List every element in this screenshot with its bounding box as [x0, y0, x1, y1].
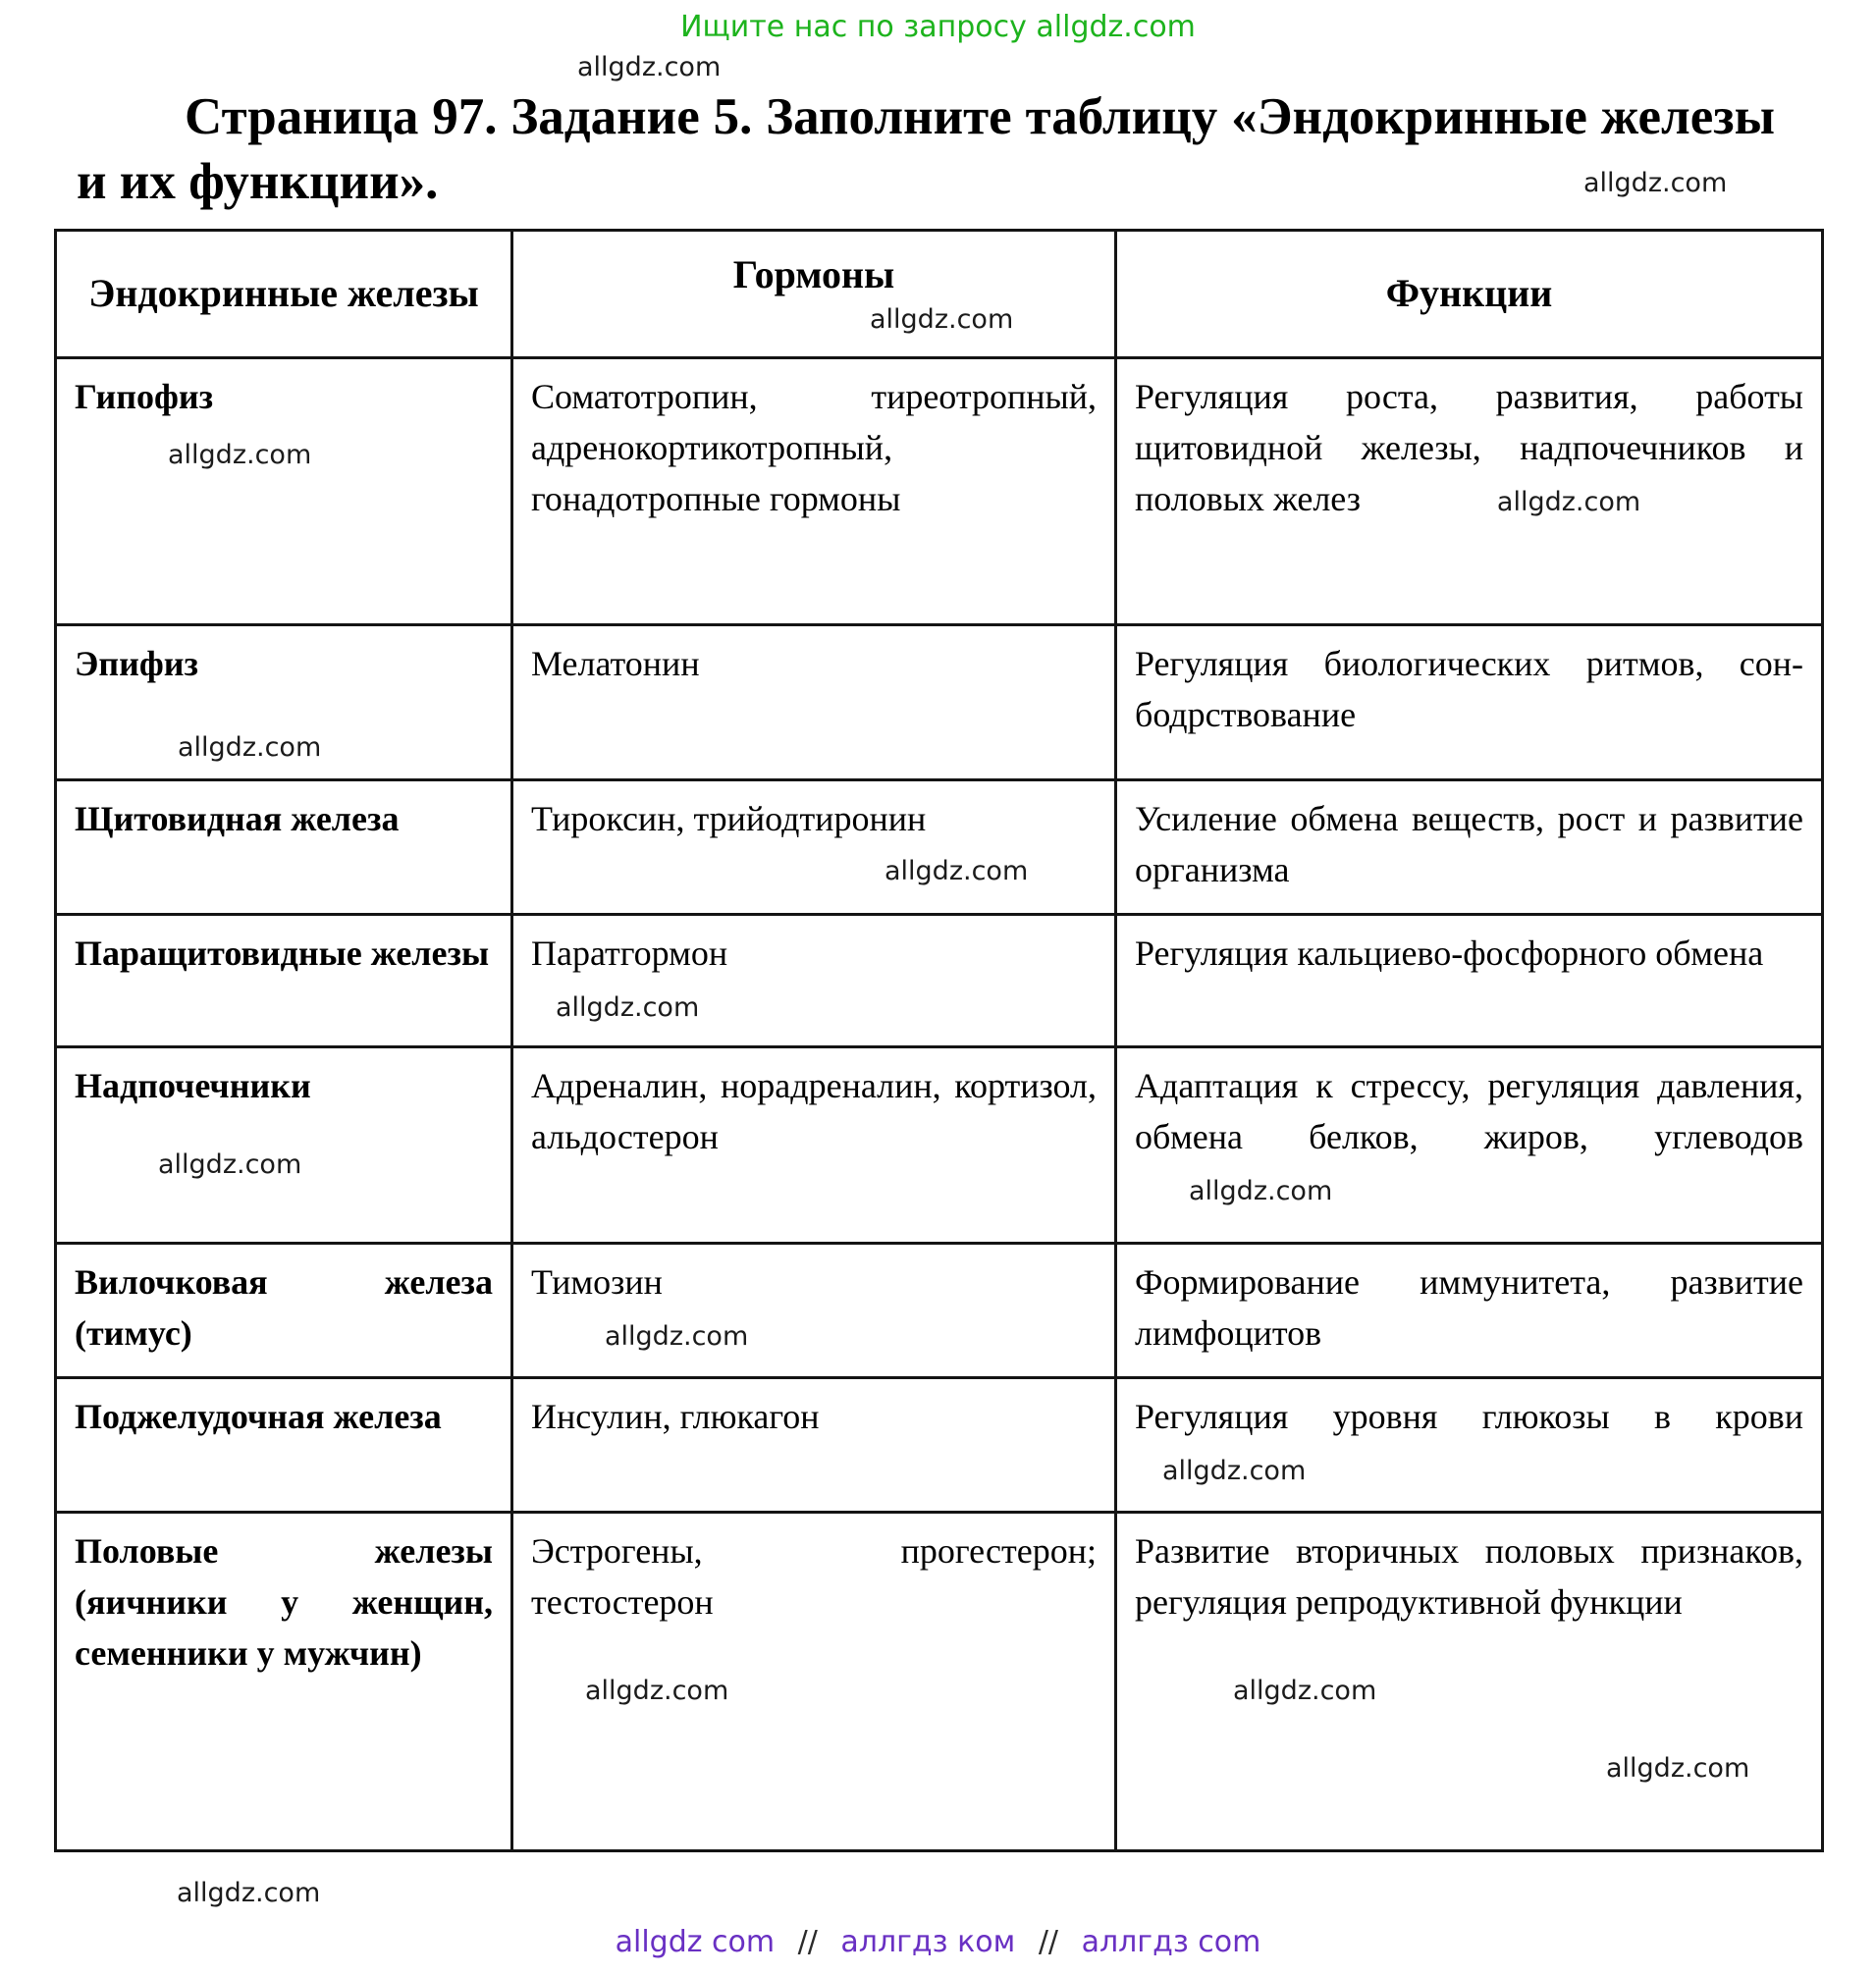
- watermark: allgdz.com: [1233, 1676, 1377, 1707]
- watermark: allgdz.com: [585, 1676, 729, 1707]
- footer-link[interactable]: allgdz com: [615, 1925, 776, 1959]
- table-row: [56, 779, 1823, 914]
- functions-text: Регуляция роста, развития, работы щитовидной железы, надпочечников и половых желез: [1135, 376, 1803, 518]
- gland-name: Надпочечники: [75, 1065, 311, 1105]
- hormones-text: Инсулин, глюкагон: [531, 1396, 820, 1436]
- table-row: [56, 624, 1823, 779]
- column-header-label: Эндокринные железы: [88, 271, 479, 315]
- functions-cell: [1116, 1377, 1823, 1512]
- gland-cell: [56, 624, 512, 779]
- gland-cell: [56, 1377, 512, 1512]
- gland-name: Половые железы (яичники у женщин, семенники у мужчин): [75, 1530, 493, 1674]
- functions-cell: [1116, 624, 1823, 779]
- watermark: allgdz.com: [884, 856, 1029, 887]
- watermark: allgdz.com: [178, 731, 322, 763]
- gland-cell: [56, 1243, 512, 1377]
- table-row: [56, 1046, 1823, 1243]
- functions-cell: [1116, 779, 1823, 914]
- gland-name: Поджелудочная железа: [75, 1396, 442, 1436]
- footer-separator: //: [1038, 1925, 1059, 1959]
- hormones-cell: [512, 1243, 1116, 1377]
- table-row: [56, 914, 1823, 1046]
- column-header-functions: [1116, 230, 1823, 357]
- hormones-cell: [512, 1512, 1116, 1850]
- column-header-glands: [56, 230, 512, 357]
- functions-text: Формирование иммунитета, развитие лимфоцитов: [1135, 1261, 1803, 1354]
- hormones-cell: [512, 624, 1116, 779]
- table-row: [56, 1512, 1823, 1850]
- watermark: allgdz.com: [605, 1321, 749, 1353]
- table-row: [56, 1377, 1823, 1512]
- functions-text: Развитие вторичных половых признаков, регуляция репродуктивной функции: [1135, 1530, 1803, 1623]
- watermark: allgdz.com: [1189, 1176, 1333, 1207]
- footer-link[interactable]: аллгдз com: [1081, 1925, 1261, 1959]
- hormones-text: Тимозин: [531, 1261, 663, 1302]
- gland-cell: [56, 357, 512, 624]
- watermark: allgdz.com: [1496, 486, 1641, 517]
- column-header-label: Функции: [1385, 271, 1553, 315]
- functions-text: Регуляция уровня глюкозы в крови: [1135, 1396, 1803, 1436]
- gland-cell: [56, 1046, 512, 1243]
- functions-text: Усиление обмена веществ, рост и развитие организма: [1135, 798, 1803, 890]
- watermark: allgdz.com: [1606, 1753, 1750, 1785]
- table-row: [56, 1243, 1823, 1377]
- page-title: [77, 84, 1775, 215]
- hormones-text: Тироксин, трийодтиронин: [531, 798, 927, 838]
- column-header-label: Гормоны: [732, 252, 895, 297]
- functions-text: Регуляция кальциево-фосфорного обмена: [1135, 933, 1764, 973]
- table-row: [56, 357, 1823, 624]
- watermark: allgdz.com: [1583, 168, 1728, 198]
- page-title-text: Страница 97. Задание 5. Заполните таблицу «Эндокринные железы и их функции».: [77, 88, 1775, 211]
- functions-cell: [1116, 1512, 1823, 1850]
- footer-links: [0, 1925, 1876, 1959]
- functions-cell: [1116, 1046, 1823, 1243]
- search-hint-banner: Ищите нас по запросу allgdz.com: [680, 10, 1196, 44]
- hormones-cell: [512, 779, 1116, 914]
- hormones-text: Паратгормон: [531, 933, 728, 973]
- hormones-cell: [512, 1377, 1116, 1512]
- watermark: allgdz.com: [1162, 1456, 1307, 1487]
- functions-cell: [1116, 357, 1823, 624]
- hormones-text: Адреналин, норадреналин, кортизол, альдостерон: [531, 1065, 1097, 1157]
- watermark: allgdz.com: [577, 52, 722, 82]
- footer-separator: //: [797, 1925, 818, 1959]
- hormones-text: Соматотропин, тиреотропный, адренокортикотропный, гонадотропные гормоны: [531, 376, 1097, 518]
- watermark: allgdz.com: [168, 439, 312, 470]
- functions-cell: [1116, 914, 1823, 1046]
- functions-cell: [1116, 1243, 1823, 1377]
- hormones-text: Мелатонин: [531, 643, 700, 683]
- footer-link[interactable]: аллгдз ком: [840, 1925, 1016, 1959]
- functions-text: Адаптация к стрессу, регуляция давления, обмена белков, жиров, углеводов: [1135, 1065, 1803, 1157]
- hormones-cell: [512, 357, 1116, 624]
- gland-cell: [56, 914, 512, 1046]
- gland-name: Вилочковая железа (тимус): [75, 1261, 493, 1354]
- hormones-cell: [512, 914, 1116, 1046]
- gland-name: Гипофиз: [75, 376, 214, 416]
- gland-cell: [56, 1512, 512, 1850]
- watermark: allgdz.com: [158, 1149, 302, 1181]
- hormones-cell: [512, 1046, 1116, 1243]
- watermark: allgdz.com: [177, 1877, 321, 1908]
- column-header-hormones: [512, 230, 1116, 357]
- watermark: allgdz.com: [870, 304, 1014, 336]
- endocrine-glands-table: [54, 229, 1824, 1852]
- gland-name: Паращитовидные железы: [75, 933, 490, 973]
- watermark: allgdz.com: [556, 992, 700, 1024]
- hormones-text: Эстрогены, прогестерон; тестостерон: [531, 1530, 1097, 1623]
- gland-cell: [56, 779, 512, 914]
- functions-text: Регуляция биологических ритмов, сон-бодрствование: [1135, 643, 1803, 734]
- gland-name: Эпифиз: [75, 643, 199, 683]
- gland-name: Щитовидная железа: [75, 798, 400, 838]
- header-row: [56, 230, 1823, 357]
